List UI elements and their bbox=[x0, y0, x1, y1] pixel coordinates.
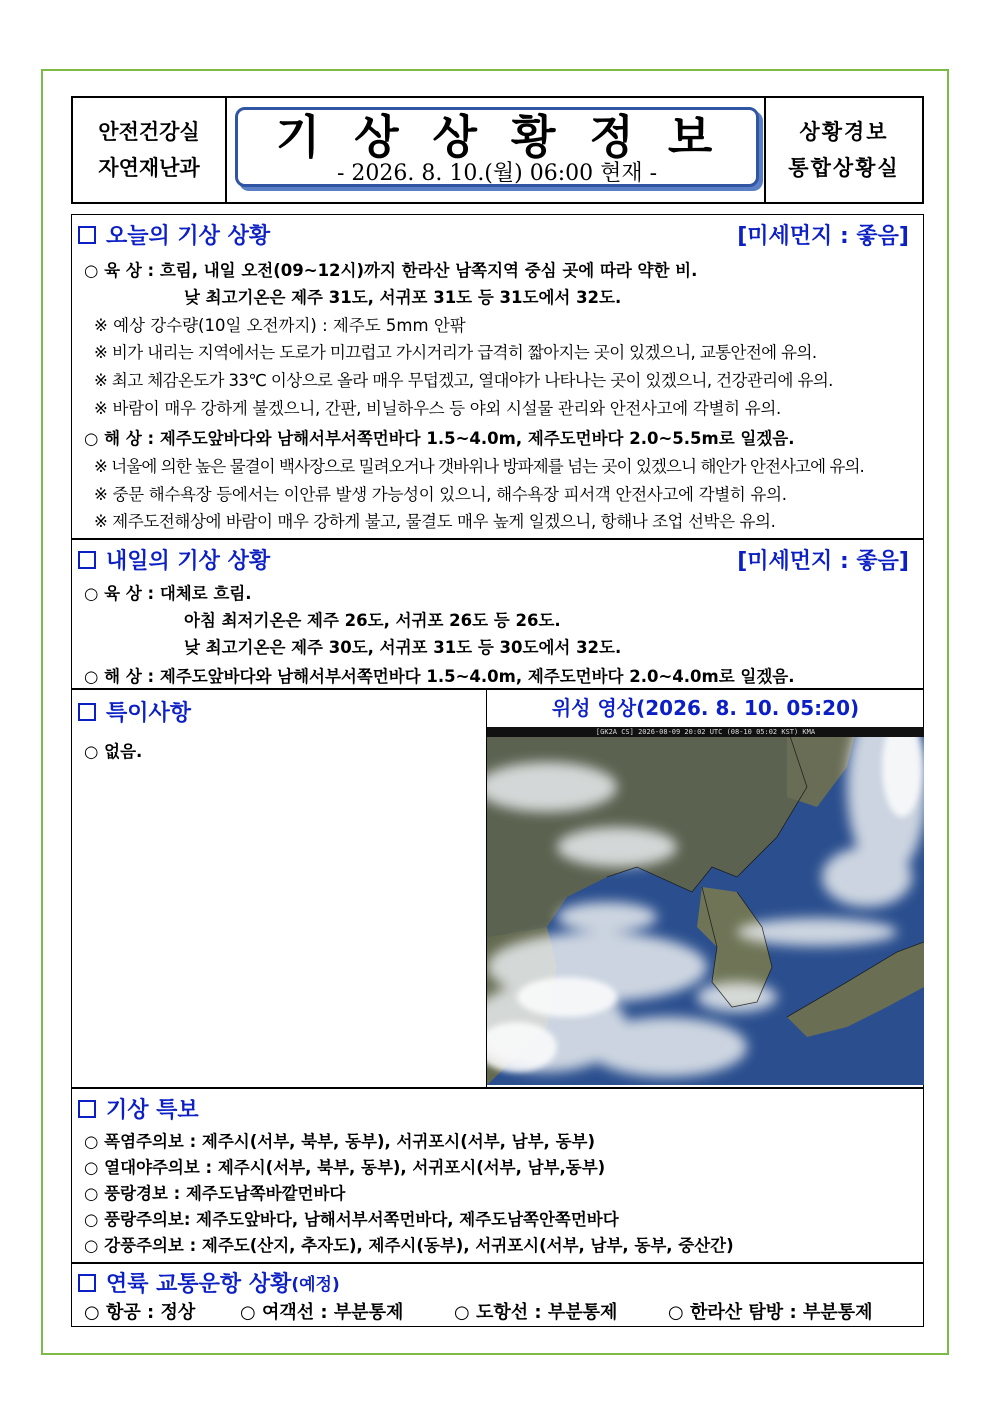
traffic-boat: ○ 도항선 : 부분통제 bbox=[454, 1302, 618, 1323]
traffic-title-suffix: (예정) bbox=[291, 1275, 340, 1295]
today-note-road: ※ 비가 내리는 지역에서는 도로가 미끄럽고 가시거리가 급격히 짧아지는 곳이 있겠으니, 교통안전에 유의. bbox=[94, 343, 817, 362]
tomorrow-land: ○ 육 상 : 대체로 흐림. bbox=[84, 584, 252, 603]
today-title: 오늘의 기상 상황 bbox=[106, 224, 271, 249]
report-title: 기상상황정보 bbox=[275, 110, 747, 164]
warning-item: ○ 풍랑주의보: 제주도앞바다, 남해서부서쪽먼바다, 제주도남쪽안쪽먼바다 bbox=[84, 1210, 619, 1229]
warning-item: ○ 강풍주의보 : 제주도(산지, 추자도), 제주시(동부), 서귀포시(서부, 남부, 동부, 중산간) bbox=[84, 1236, 734, 1255]
report-header bbox=[71, 96, 924, 204]
special-title: 특이사항 bbox=[106, 701, 192, 726]
today-section bbox=[71, 214, 924, 539]
warning-item: ○ 열대야주의보 : 제주시(서부, 북부, 동부), 서귀포시(서부, 남부,동부) bbox=[84, 1158, 606, 1177]
warnings-heading bbox=[78, 1093, 199, 1124]
today-note-swell: ※ 너울에 의한 높은 물결이 백사장으로 밀려오거나 갯바위나 방파제를 넘는 곳이 있겠으니 해안가 안전사고에 유의. bbox=[94, 457, 864, 476]
tomorrow-section bbox=[71, 539, 924, 689]
title-box bbox=[235, 107, 759, 187]
office-block bbox=[764, 98, 922, 202]
department-block bbox=[73, 98, 227, 202]
checkbox-icon bbox=[78, 1274, 96, 1292]
department-line2: 자연재난과 bbox=[98, 156, 200, 180]
tomorrow-title: 내일의 기상 상황 bbox=[106, 549, 271, 574]
traffic-air: ○ 항공 : 정상 bbox=[84, 1302, 196, 1323]
traffic-section bbox=[71, 1263, 924, 1327]
today-note-rain: ※ 예상 강수량(10일 오전까지) : 제주도 5mm 안팎 bbox=[94, 316, 466, 335]
checkbox-icon bbox=[78, 1100, 96, 1118]
special-heading bbox=[78, 696, 191, 727]
today-fine-dust: [미세먼지 : 좋음] bbox=[737, 224, 909, 249]
checkbox-icon bbox=[78, 226, 96, 244]
warnings-section bbox=[71, 1088, 924, 1263]
today-heading bbox=[78, 219, 270, 250]
special-content: ○ 없음. bbox=[84, 742, 143, 761]
office-line1: 상황경보 bbox=[799, 120, 889, 144]
satellite-caption: [GK2A CS] 2026-08-09 20:02 UTC (08-10 05:02 KST) KMA bbox=[487, 727, 924, 737]
today-sea: ○ 해 상 : 제주도앞바다와 남해서부서쪽먼바다 1.5~4.0m, 제주도먼바다 2.0~5.5m로 일겠음. bbox=[84, 429, 795, 448]
report-date: - 2026. 8. 10.(월) 06:00 현재 - bbox=[336, 161, 658, 186]
tomorrow-high-temp: 낮 최고기온은 제주 30도, 서귀포 31도 등 30도에서 32도. bbox=[184, 638, 622, 657]
checkbox-icon bbox=[78, 551, 96, 569]
today-note-wind: ※ 바람이 매우 강하게 불겠으니, 간판, 비닐하우스 등 야외 시설물 관리와 안전사고에 각별히 유의. bbox=[94, 399, 781, 418]
tomorrow-fine-dust: [미세먼지 : 좋음] bbox=[737, 549, 909, 574]
today-note-heat: ※ 최고 체감온도가 33℃ 이상으로 올라 매우 무덥겠고, 열대야가 나타나는 곳이 있겠으니, 건강관리에 유의. bbox=[94, 371, 833, 390]
traffic-hallasan: ○ 한라산 탐방 : 부분통제 bbox=[668, 1302, 873, 1323]
warning-item: ○ 풍랑경보 : 제주도남쪽바깥먼바다 bbox=[84, 1184, 346, 1203]
satellite-title: 위성 영상(2026. 8. 10. 05:20) bbox=[551, 696, 860, 720]
traffic-title: 연륙 교통운항 상황 bbox=[106, 1272, 292, 1297]
warning-item: ○ 폭염주의보 : 제주시(서부, 북부, 동부), 서귀포시(서부, 남부, 동부) bbox=[84, 1132, 595, 1151]
tomorrow-sea: ○ 해 상 : 제주도앞바다와 남해서부서쪽먼바다 1.5~4.0m, 제주도먼바다 2.0~4.0m로 일겠음. bbox=[84, 667, 795, 686]
office-line2: 통합상황실 bbox=[788, 156, 900, 180]
special-satellite-section bbox=[71, 689, 924, 1088]
checkbox-icon bbox=[78, 703, 96, 721]
satellite-image bbox=[487, 727, 924, 1085]
traffic-ferry: ○ 여객선 : 부분통제 bbox=[240, 1302, 404, 1323]
satellite-map bbox=[487, 727, 924, 1085]
tomorrow-low-temp: 아침 최저기온은 제주 26도, 서귀포 26도 등 26도. bbox=[184, 611, 561, 630]
traffic-heading bbox=[78, 1267, 340, 1298]
today-land: ○ 육 상 : 흐림, 내일 오전(09~12시)까지 한라산 남쪽지역 중심 곳에 따라 약한 비. bbox=[84, 261, 698, 280]
today-note-rip: ※ 중문 해수욕장 등에서는 이안류 발생 가능성이 있으니, 해수욕장 피서객 안전사고에 각별히 유의. bbox=[94, 485, 787, 504]
tomorrow-heading bbox=[78, 544, 270, 575]
today-note-ship: ※ 제주도전해상에 바람이 매우 강하게 불고, 물결도 매우 높게 일겠으니, 항해나 조업 선박은 유의. bbox=[94, 512, 776, 531]
today-land-temp: 낮 최고기온은 제주 31도, 서귀포 31도 등 31도에서 32도. bbox=[184, 288, 622, 307]
department-line1: 안전건강실 bbox=[98, 120, 200, 144]
warnings-title: 기상 특보 bbox=[106, 1098, 199, 1123]
